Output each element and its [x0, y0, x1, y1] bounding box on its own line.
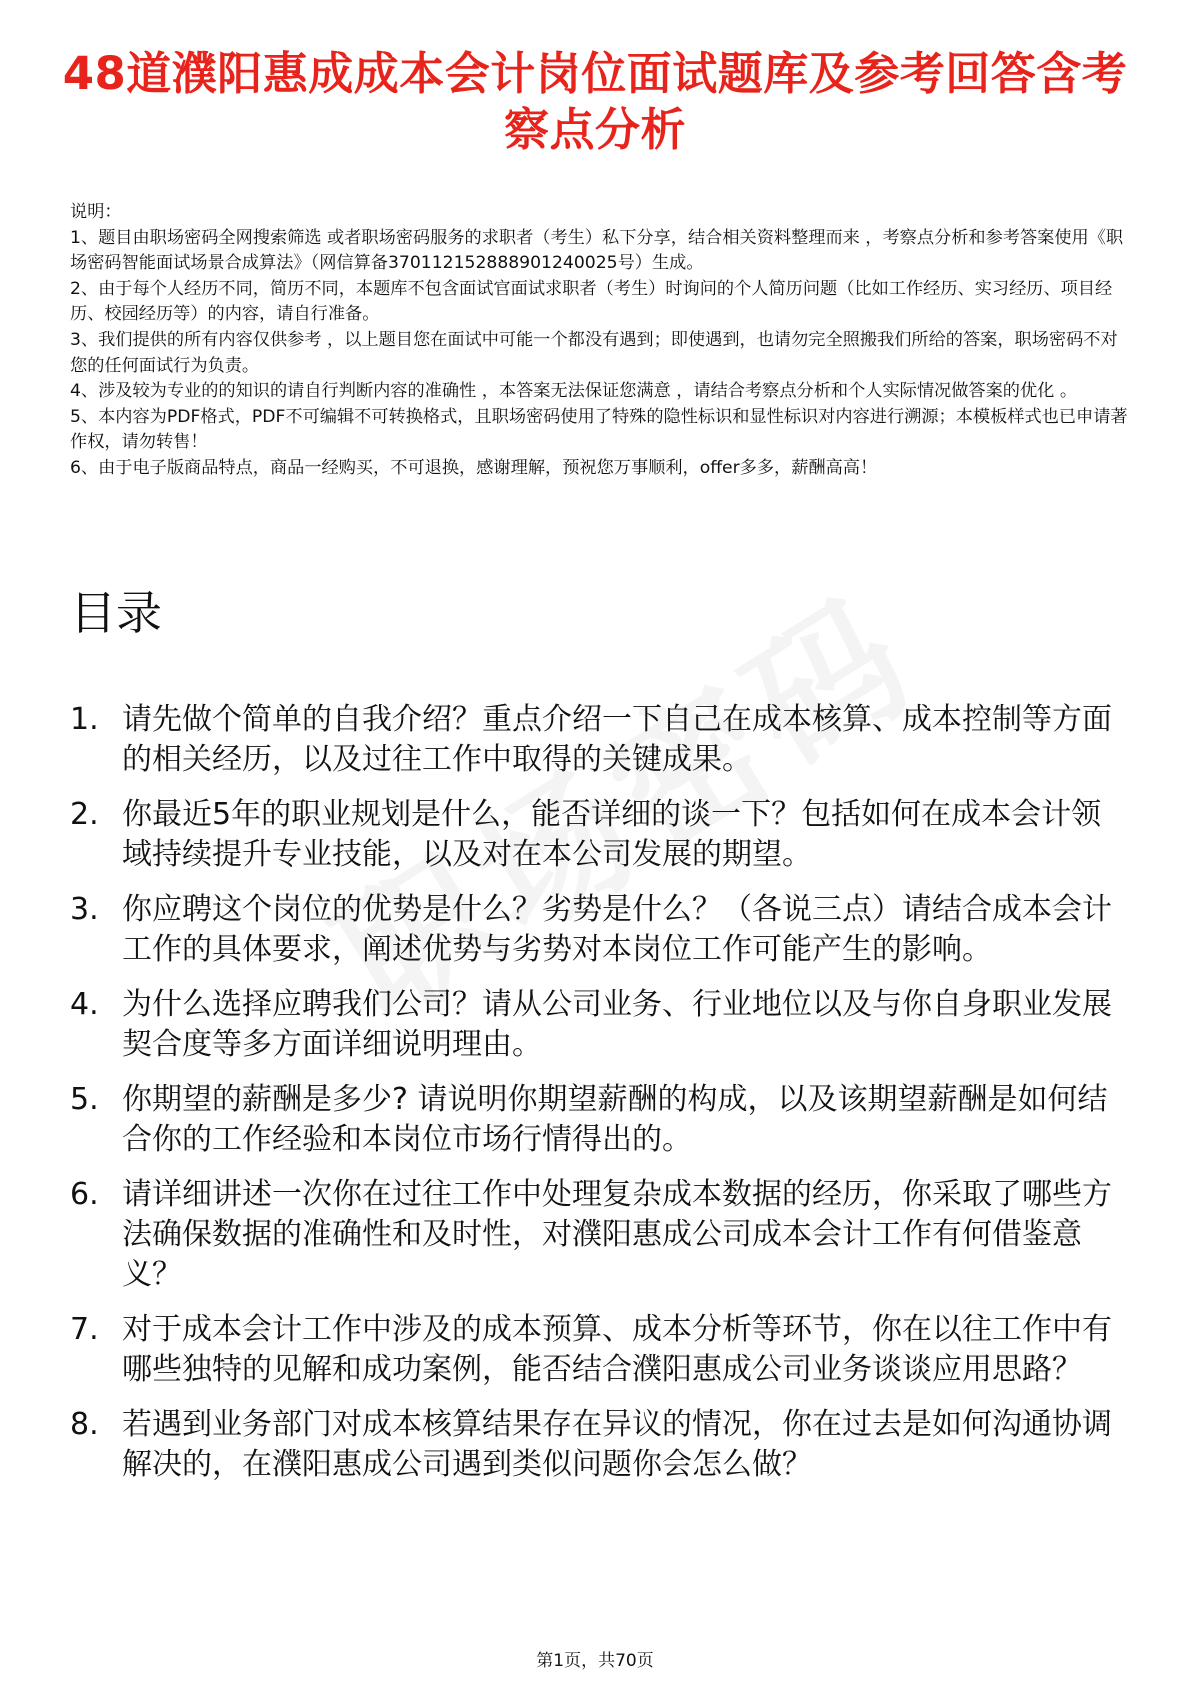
toc-item[interactable]: [70, 985, 1130, 1065]
toc-item-number: 5.: [70, 1082, 99, 1117]
toc-item-text: 你期望的薪酬是多少? 请说明你期望薪酬的构成，以及该期望薪酬是如何结合你的工作经验和本岗位市场行情得出的。: [122, 1082, 1108, 1157]
note-item: 6、由于电子版商品特点，商品一经购买，不可退换，感谢理解，预祝您万事顺利，offer多多，薪酬高高！: [70, 457, 878, 478]
toc-item[interactable]: [70, 1405, 1130, 1485]
note-item: 2、由于每个人经历不同，简历不同，本题库不包含面试官面试求职者（考生）时询问的个人简历问题（比如工作经历、实习经历、项目经历、校园经历等）的内容，请自行准备。: [70, 278, 1113, 325]
toc-item-number: 3.: [70, 892, 99, 927]
notes-heading: 说明：: [70, 202, 122, 222]
toc-item-number: 2.: [70, 797, 99, 832]
toc-item[interactable]: [70, 700, 1130, 780]
page-title: 48道濮阳惠成成本会计岗位面试题库及参考回答含考察点分析: [62, 47, 1128, 156]
toc-item[interactable]: [70, 795, 1130, 875]
toc-list: [70, 700, 1130, 1500]
toc-item[interactable]: [70, 1080, 1130, 1160]
toc-item-text: 你应聘这个岗位的优势是什么？劣势是什么？（各说三点）请结合成本会计工作的具体要求，阐述优势与劣势对本岗位工作可能产生的影响。: [122, 892, 1112, 967]
toc-item-text: 你最近5年的职业规划是什么，能否详细的谈一下？包括如何在成本会计领域持续提升专业技能，以及对在本公司发展的期望。: [122, 797, 1102, 872]
toc-item-number: 7.: [70, 1312, 99, 1347]
toc-item[interactable]: [70, 890, 1130, 970]
toc-heading: 目录: [70, 586, 162, 640]
toc-item-text: 若遇到业务部门对成本核算结果存在异议的情况，你在过去是如何沟通协调解决的，在濮阳惠成公司遇到类似问题你会怎么做？: [122, 1407, 1112, 1482]
note-item: 5、本内容为PDF格式，PDF不可编辑不可转换格式，且职场密码使用了特殊的隐性标识和显性标识对内容进行溯源；本模板样式也已申请著作权，请勿转售！: [70, 406, 1128, 453]
toc-item-text: 请先做个简单的自我介绍？重点介绍一下自己在成本核算、成本控制等方面的相关经历，以及过往工作中取得的关键成果。: [122, 702, 1112, 777]
note-item: 1、题目由职场密码全网搜索筛选 或者职场密码服务的求职者（考生）私下分享，结合相关资料整理而来 ，考察点分析和参考答案使用《职场密码智能面试场景合成算法》（网信算备370112152888901240025号）生成。: [70, 227, 1124, 274]
toc-item-text: 对于成本会计工作中涉及的成本预算、成本分析等环节，你在以往工作中有哪些独特的见解和成功案例，能否结合濮阳惠成公司业务谈谈应用思路？: [122, 1312, 1112, 1387]
notes-section: [70, 200, 1130, 482]
toc-item-number: 8.: [70, 1407, 99, 1442]
toc-item-text: 请详细讲述一次你在过往工作中处理复杂成本数据的经历，你采取了哪些方法确保数据的准确性和及时性，对濮阳惠成公司成本会计工作有何借鉴意义？: [122, 1177, 1112, 1292]
note-item: 3、我们提供的所有内容仅供参考 ，以上题目您在面试中可能一个都没有遇到；即使遇到，也请勿完全照搬我们所给的答案，职场密码不对您的任何面试行为负责。: [70, 329, 1118, 376]
toc-item[interactable]: [70, 1175, 1130, 1295]
toc-item-text: 为什么选择应聘我们公司？请从公司业务、行业地位以及与你自身职业发展契合度等多方面详细说明理由。: [122, 987, 1112, 1062]
toc-item-number: 1.: [70, 702, 99, 737]
toc-item-number: 4.: [70, 987, 99, 1022]
toc-item[interactable]: [70, 1310, 1130, 1390]
note-item: 4、涉及较为专业的的知识的请自行判断内容的准确性 ，本答案无法保证您满意 ，请结合考察点分析和个人实际情况做答案的优化 。: [70, 381, 1078, 402]
page-footer: 第1页，共70页: [536, 1651, 654, 1671]
toc-item-number: 6.: [70, 1177, 99, 1212]
